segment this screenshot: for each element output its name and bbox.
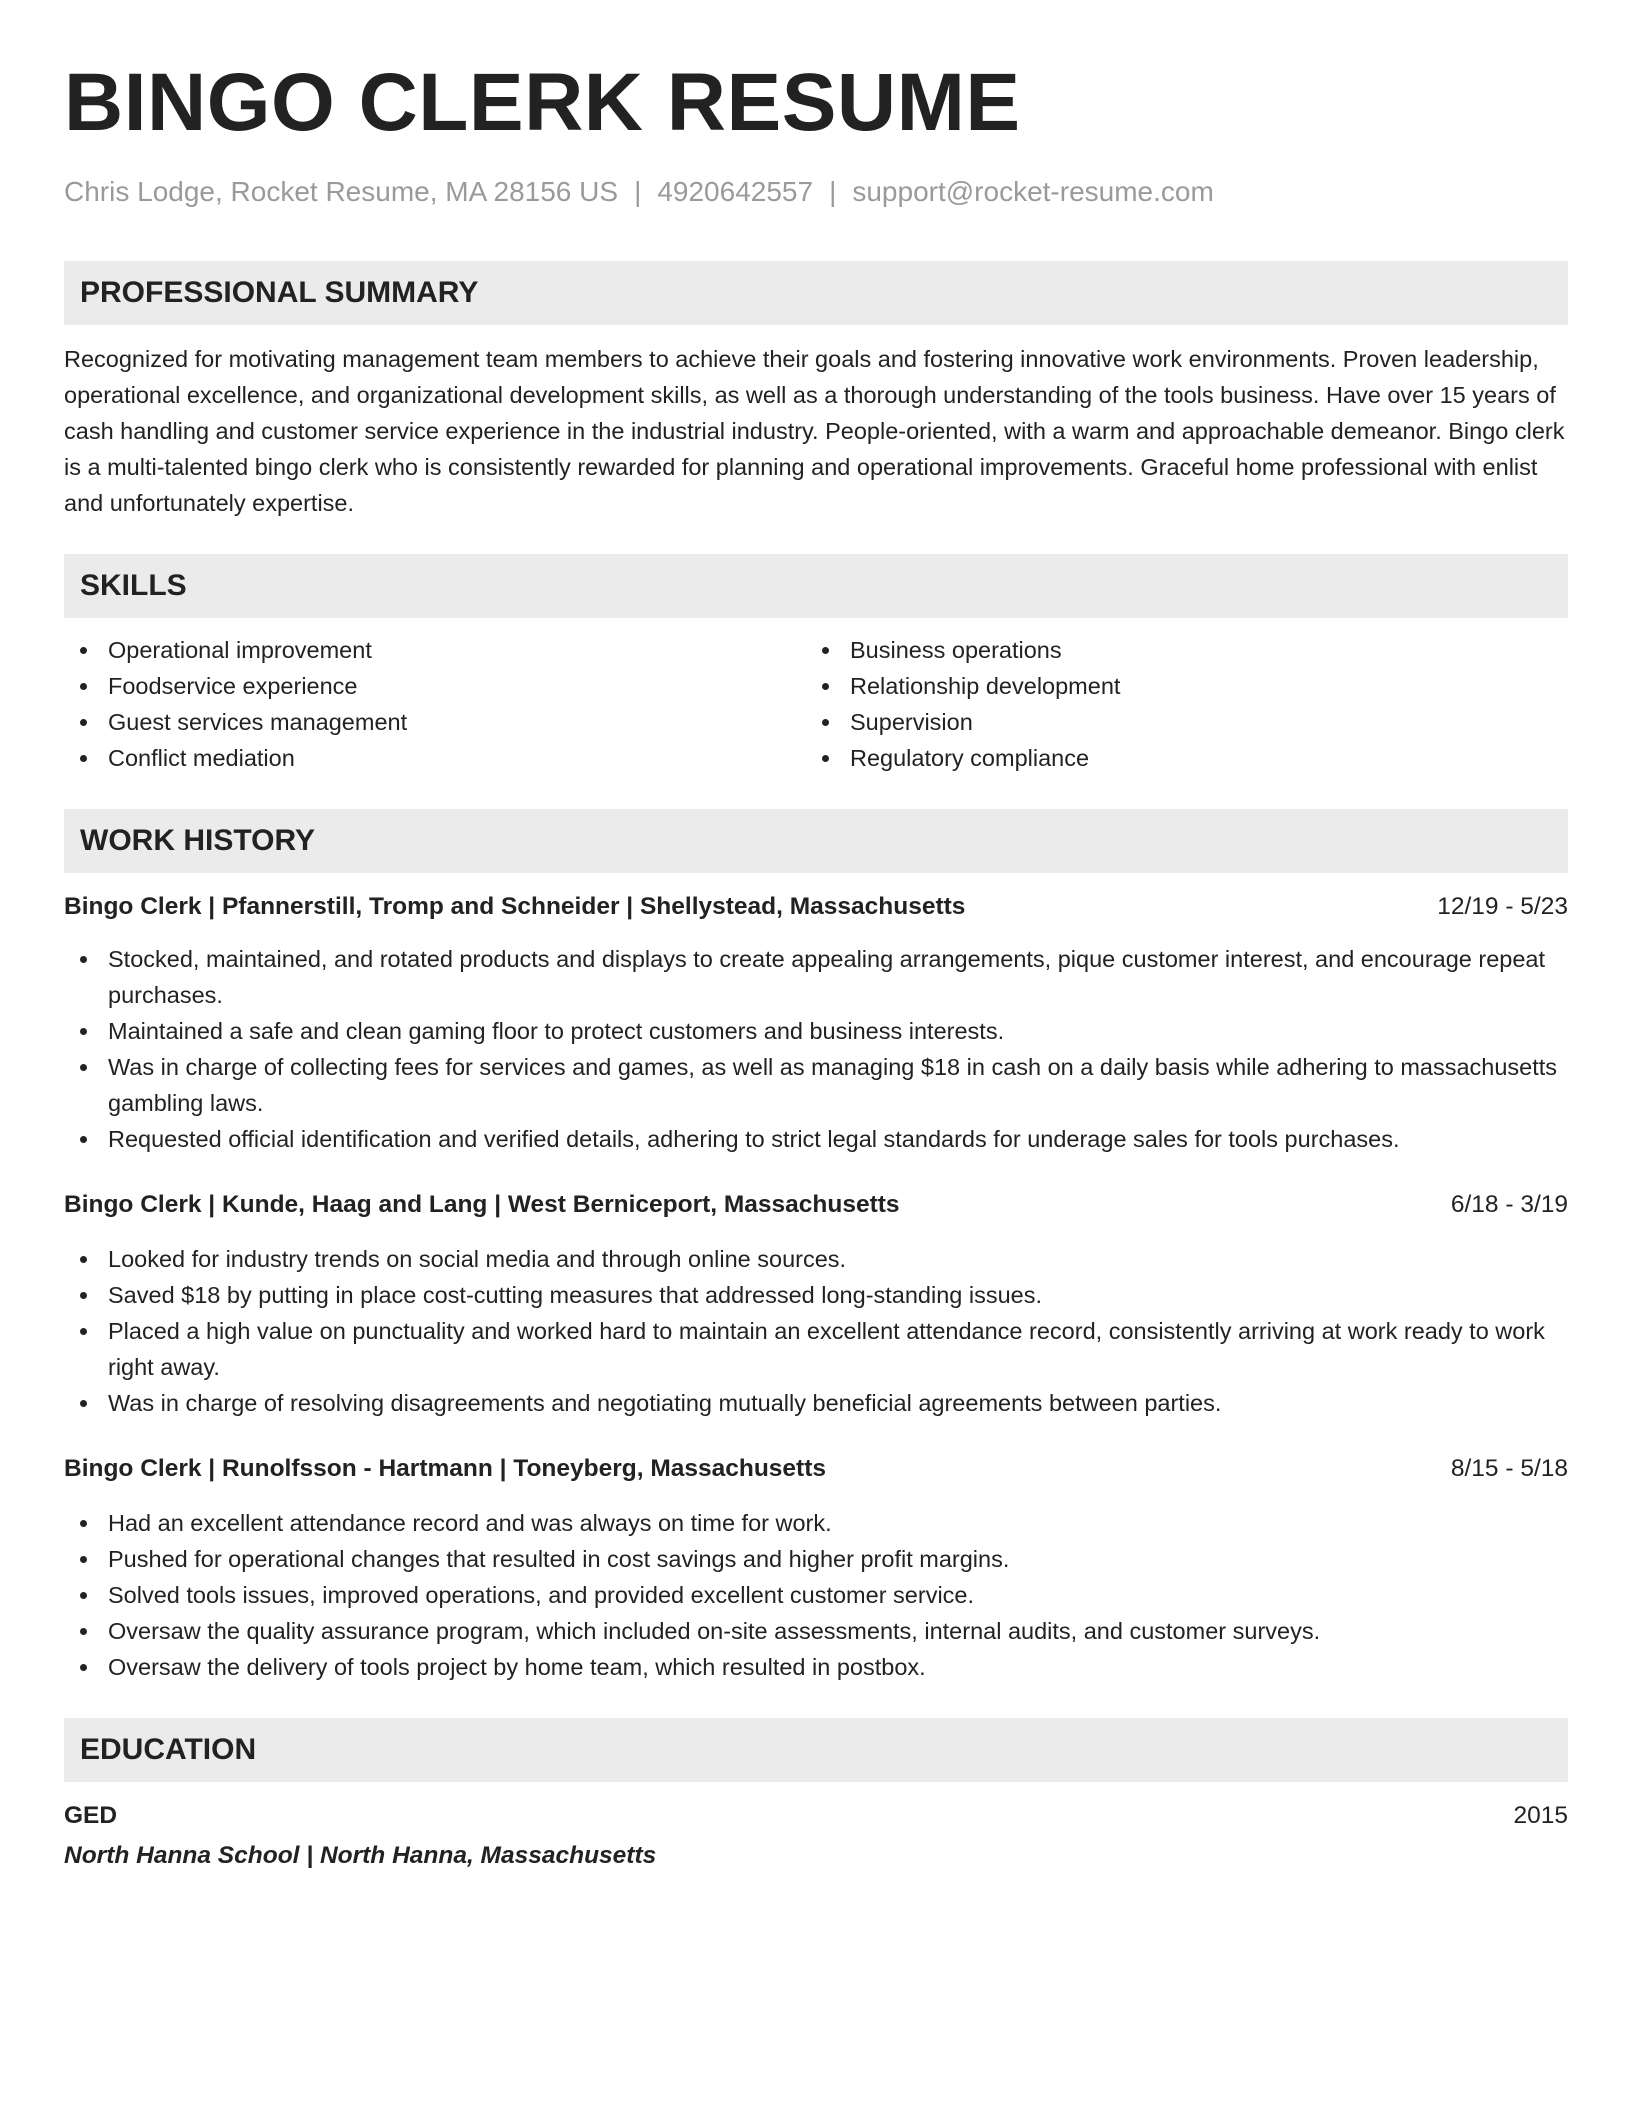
job-bullet: Oversaw the delivery of tools project by home team, which resulted in postbox.: [64, 1649, 1568, 1685]
job-bullet: Was in charge of resolving disagreements and negotiating mutually beneficial agreements between parties.: [64, 1385, 1568, 1421]
job-bullets: [64, 1241, 1568, 1421]
contact-phone: 4920642557: [657, 176, 814, 207]
job-dates: 6/18 - 3/19: [1450, 1191, 1568, 1218]
contact-separator: |: [829, 176, 837, 207]
skill-item: Guest services management: [64, 704, 806, 740]
job-header: [64, 1187, 1568, 1223]
job-bullets: [64, 941, 1568, 1157]
job-bullet: Pushed for operational changes that resulted in cost savings and higher profit margins.: [64, 1541, 1568, 1577]
job-title: Bingo Clerk | Pfannerstill, Tromp and Schneider | Shellystead, Massachusetts: [64, 893, 966, 920]
skill-item: Foodservice experience: [64, 668, 806, 704]
summary-text: Recognized for motivating management team members to achieve their goals and fostering innovative work environments. Proven leadership, operational excellence, and organizational development skills, as well as a thorough understanding of the tools business. Have over 15 years of cash handling and customer service experience in the industrial industry. People-oriented, with a warm and approachable demeanor. Bingo clerk is a multi-talented bingo clerk who is consistently rewarded for planning and operational improvements. Graceful home professional with enlist and unfortunately expertise.: [64, 346, 1565, 516]
section-heading-summary: PROFESSIONAL SUMMARY: [64, 261, 1568, 325]
skill-item: Regulatory compliance: [806, 740, 1548, 776]
job-bullet: Stocked, maintained, and rotated products and displays to create appealing arrangements, pique customer interest, and encourage repeat purchases.: [64, 941, 1568, 1013]
job-header: [64, 1451, 1568, 1487]
skill-item: Supervision: [806, 704, 1548, 740]
education-header: [64, 1798, 1568, 1834]
job-bullet: Looked for industry trends on social media and through online sources.: [64, 1241, 1568, 1277]
job-entry: [64, 1451, 1568, 1685]
job-bullet: Solved tools issues, improved operations, and provided excellent customer service.: [64, 1577, 1568, 1613]
skill-item: Operational improvement: [64, 632, 806, 668]
education-year: 2015: [1513, 1802, 1568, 1829]
job-bullet: Requested official identification and verified details, adhering to strict legal standards for underage sales for tools purchases.: [64, 1121, 1568, 1157]
education-school: North Hanna School | North Hanna, Massachusetts: [64, 1842, 657, 1869]
job-entry: [64, 889, 1568, 1157]
job-dates: 8/15 - 5/18: [1450, 1455, 1568, 1482]
skills-column-right: [806, 632, 1548, 776]
section-heading-education: EDUCATION: [64, 1718, 1568, 1782]
job-title: Bingo Clerk | Kunde, Haag and Lang | West Berniceport, Massachusetts: [64, 1191, 900, 1218]
contact-separator: |: [634, 176, 642, 207]
skills-column-left: [64, 632, 806, 776]
job-bullet: Maintained a safe and clean gaming floor to protect customers and business interests.: [64, 1013, 1568, 1049]
skill-item: Relationship development: [806, 668, 1548, 704]
skill-item: Conflict mediation: [64, 740, 806, 776]
education-degree: GED: [64, 1802, 118, 1829]
contact-address: Chris Lodge, Rocket Resume, MA 28156 US: [64, 176, 619, 207]
job-bullet: Oversaw the quality assurance program, which included on-site assessments, internal audits, and customer surveys.: [64, 1613, 1568, 1649]
skill-item: Business operations: [806, 632, 1548, 668]
job-bullet: Was in charge of collecting fees for services and games, as well as managing $18 in cash on a daily basis while adhering to massachusetts gambling laws.: [64, 1049, 1568, 1121]
job-title: Bingo Clerk | Runolfsson - Hartmann | Toneyberg, Massachusetts: [64, 1455, 826, 1482]
job-bullets: [64, 1505, 1568, 1685]
job-bullet: Had an excellent attendance record and was always on time for work.: [64, 1505, 1568, 1541]
skills-list: [64, 632, 1568, 776]
resume-title: BINGO CLERK RESUME: [64, 57, 1021, 148]
section-heading-skills: SKILLS: [64, 554, 1568, 618]
section-heading-work-history: WORK HISTORY: [64, 809, 1568, 873]
job-bullet: Placed a high value on punctuality and worked hard to maintain an excellent attendance record, consistently arriving at work ready to work right away.: [64, 1313, 1568, 1385]
job-header: [64, 889, 1568, 925]
contact-email: support@rocket-resume.com: [852, 176, 1214, 207]
job-entry: [64, 1187, 1568, 1421]
job-dates: 12/19 - 5/23: [1437, 893, 1568, 920]
job-bullet: Saved $18 by putting in place cost-cutting measures that addressed long-standing issues.: [64, 1277, 1568, 1313]
contact-line: [64, 174, 1568, 210]
